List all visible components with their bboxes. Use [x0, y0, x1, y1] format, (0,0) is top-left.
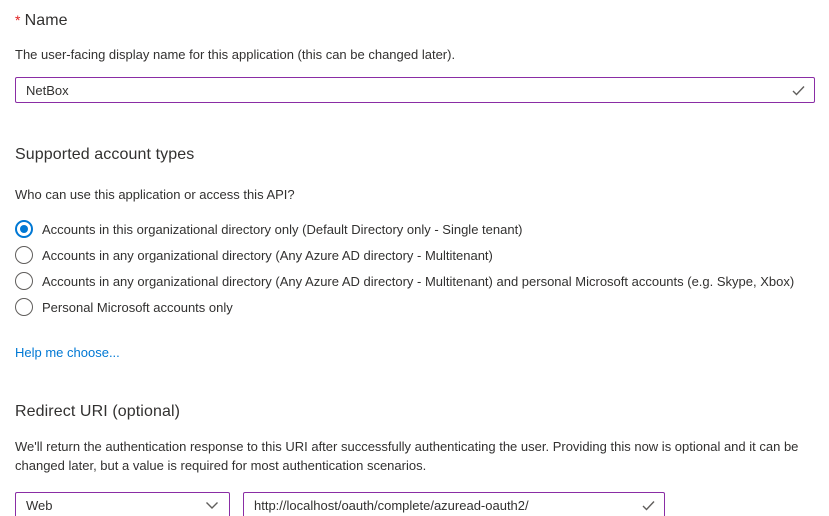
radio-single-tenant[interactable]: [15, 216, 815, 242]
radio-label: Accounts in this organizational directory only (Default Directory only - Single tenant): [42, 221, 523, 237]
radio-label: Accounts in any organizational directory (Any Azure AD directory - Multitenant) and personal Microsoft accounts (e.g. Skype, Xbox): [42, 273, 795, 289]
name-description: The user-facing display name for this application (this can be changed later).: [15, 47, 456, 62]
radio-multitenant-personal[interactable]: [15, 268, 815, 294]
radio-label: Personal Microsoft accounts only: [42, 299, 233, 315]
name-section-heading: [15, 12, 815, 30]
help-me-choose-link[interactable]: Help me choose...: [15, 345, 120, 360]
account-types-question: Who can use this application or access this API?: [15, 187, 295, 202]
account-types-radio-group: [15, 216, 815, 320]
radio-button-icon: [15, 246, 33, 264]
redirect-uri-description: We'll return the authentication response to this URI after successfully authenticating the user. Providing this now is optional and it can be changed later, but a value is required for most authentication scenarios.: [15, 439, 799, 473]
redirect-uri-input[interactable]: [243, 492, 665, 516]
name-input[interactable]: [15, 77, 815, 103]
radio-multitenant[interactable]: [15, 242, 815, 268]
name-section-title: Name: [24, 12, 68, 29]
account-types-heading: Supported account types: [15, 146, 195, 163]
redirect-uri-controls: [15, 492, 815, 516]
radio-button-icon: [15, 272, 33, 290]
platform-dropdown-value: Web: [26, 497, 53, 513]
redirect-uri-input-wrap: [243, 492, 665, 516]
redirect-uri-heading: Redirect URI (optional): [15, 403, 181, 420]
radio-label: Accounts in any organizational directory (Any Azure AD directory - Multitenant): [42, 247, 493, 263]
chevron-down-icon: [205, 501, 219, 510]
platform-dropdown[interactable]: [15, 492, 230, 516]
radio-personal-only[interactable]: [15, 294, 815, 320]
radio-button-icon: [15, 298, 33, 316]
name-input-wrap: [15, 77, 815, 103]
required-asterisk: *: [15, 12, 21, 28]
radio-button-icon: [15, 220, 33, 238]
